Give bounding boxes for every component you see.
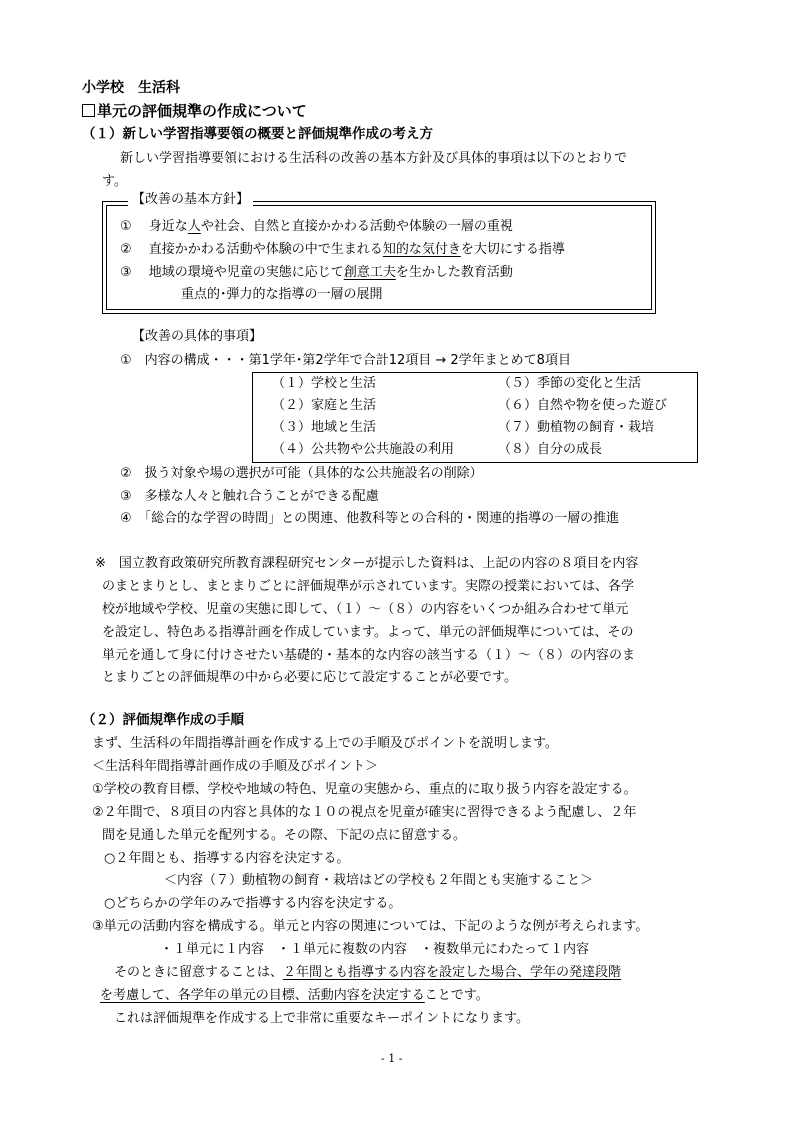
s2-line-9: ③単元の活動内容を構成する。単元と内容の関連については、下記のような例が考えられます。	[92, 919, 649, 934]
detail-item-4: ④ 「総合的な学習の時間」との関連、他教科等との合科的・関連的指導の一層の推進	[120, 511, 620, 526]
content-item-4: （４）公共物や公共施設の利用	[272, 442, 455, 457]
s2-line-5: 間を見通した単元を配列する。その際、下記の点に留意する。	[102, 828, 467, 843]
note-line-5: 単元を通して身に付けさせたい基礎的・基本的な内容の該当する（１）～（８）の内容のま	[102, 648, 636, 663]
note-line-2: のまとまりとし、まとまりごとに評価規準が示されています。実際の授業においては、各学	[102, 579, 634, 594]
s2-line-12: を考慮して、各学年の単元の目標、活動内容を決定することです。	[100, 988, 489, 1003]
square-bullet-icon	[82, 104, 95, 117]
content-item-1: （１）学校と生活	[272, 376, 377, 391]
policy-box-title: 【改善の基本方針】	[128, 193, 253, 206]
note-line-3: 校が地域や学校、児童の実態に即して、（１）～（８）の内容をいくつか組み合わせて単元	[102, 602, 629, 617]
intro-line-2: す。	[102, 174, 127, 189]
note-line-6: とまりごとの評価規準の中から必要に応じて設定することが必要です。	[102, 670, 517, 685]
section-1-heading: （１）新しい学習指導要領の概要と評価規準作成の考え方	[82, 126, 433, 142]
s2-line-2: ＜生活科年間指導計画作成の手順及びポイント＞	[92, 759, 379, 774]
policy-item-4: 重点的･弾力的な指導の一層の展開	[181, 287, 383, 302]
s2-line-10: ・１単元に１内容 ・１単元に複数の内容 ・複数単元にわたって１内容	[160, 942, 590, 957]
policy-item-2: ② 直接かかわる活動や体験の中で生まれる知的な気付きを大切にする指導	[120, 242, 565, 257]
s2-line-7: ＜内容（７）動植物の飼育・栽培はどの学校も２年間とも実施すること＞	[164, 873, 594, 888]
s2-line-13: これは評価規準を作成する上で非常に重要なキーポイントになります。	[114, 1011, 529, 1026]
page-number: - 1 -	[381, 1052, 403, 1065]
intro-line-1: 新しい学習指導要領における生活科の改善の基本方針及び具体的事項は以下のとおりで	[120, 151, 628, 166]
policy-item-1: ① 身近な人や社会、自然と直接かかわる活動や体験の一層の重視	[120, 219, 513, 234]
s2-line-8: ○どちらかの学年のみで指導する内容を決定する。	[104, 896, 402, 911]
detail-item-2: ② 扱う対象や場の選択が可能（具体的な公共施設名の削除）	[120, 466, 483, 481]
detail-item-3: ③ 多様な人々と触れ合うことができる配慮	[120, 489, 379, 504]
content-item-5: （５）季節の変化と生活	[498, 376, 642, 391]
s2-line-4: ②２年間で、８項目の内容と具体的な１０の視点を児童が確実に習得できるよう配慮し、２年	[92, 805, 637, 820]
s2-line-6: ○２年間とも、指導する内容を決定する。	[104, 851, 350, 866]
note-line-1: ※ 国立教育政策研究所教育課程研究センターが提示した資料は、上記の内容の８項目を内容	[95, 556, 639, 571]
s2-line-1: まず、生活科の年間指導計画を作成する上での手順及びポイントを説明します。	[92, 736, 558, 751]
page-title: 単元の評価規準の作成について	[82, 104, 307, 119]
content-item-6: （６）自然や物を使った遊び	[498, 398, 668, 413]
detail-title: 【改善の具体的事項】	[132, 329, 263, 344]
section-label: 小学校 生活科	[82, 80, 180, 96]
detail-item-1: ① 内容の構成・・・第1学年･第2学年で合計12項目 → 2学年まとめて8項目	[120, 353, 571, 368]
content-item-7: （７）動植物の飼育・栽培	[498, 420, 655, 435]
s2-line-11: そのときに留意することは、２年間とも指導する内容を設定した場合、学年の発達段階	[114, 965, 622, 980]
content-item-2: （２）家庭と生活	[272, 398, 377, 413]
section-2-heading: （２）評価規準作成の手順	[82, 712, 244, 728]
note-line-4: を設定し、特色ある指導計画を作成しています。よって、単元の評価規準については、その	[102, 625, 634, 640]
s2-line-3: ①学校の教育目標、学校や地域の特色、児童の実態から、重点的に取り扱う内容を設定する。	[92, 782, 637, 797]
content-item-3: （３）地域と生活	[272, 420, 377, 435]
policy-item-3: ③ 地域の環境や児童の実態に応じて創意工夫を生かした教育活動	[120, 265, 513, 280]
content-item-8: （８）自分の成長	[498, 442, 603, 457]
